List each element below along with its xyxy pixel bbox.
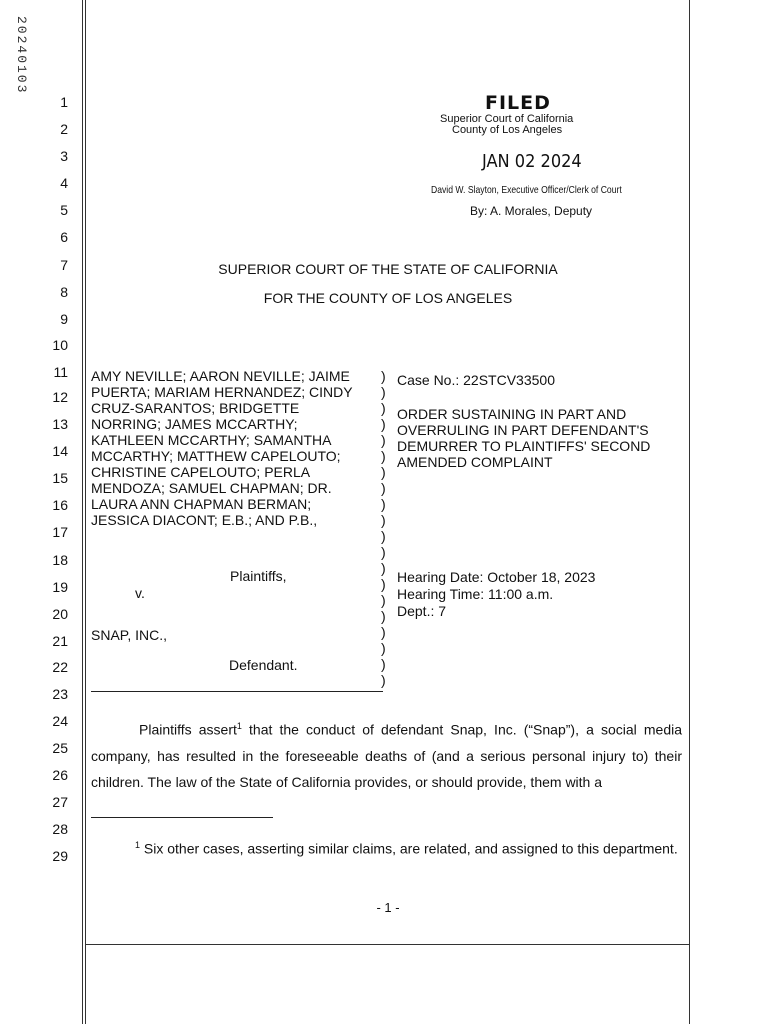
stamp-deputy: By: A. Morales, Deputy [470, 204, 593, 218]
line-number: 18 [52, 552, 68, 568]
page-bottom-rule [86, 944, 690, 945]
line-number: 6 [60, 229, 68, 245]
right-margin-rule [689, 0, 690, 1024]
line-number: 11 [53, 364, 68, 380]
stamp-clerk-name: David W. Slayton, Executive Officer/Clerk of Court [431, 184, 622, 196]
plaintiffs-line: LAURA ANN CHAPMAN BERMAN; [91, 496, 312, 512]
line-number: 10 [52, 337, 68, 353]
caption-paren: ) [381, 672, 386, 688]
hearing-time: Hearing Time: 11:00 a.m. [397, 586, 554, 602]
caption-paren: ) [381, 464, 386, 480]
footnote [91, 837, 682, 858]
line-number: 5 [60, 202, 68, 218]
line-number: 7 [60, 257, 68, 273]
body-text-part1: Plaintiffs assert [139, 721, 237, 738]
plaintiffs-line: NORRING; JAMES MCCARTHY; [91, 416, 298, 432]
caption-paren: ) [381, 400, 386, 416]
line-number: 17 [52, 524, 68, 540]
line-number: 26 [52, 767, 68, 783]
line-number: 13 [52, 416, 68, 432]
defendant-label: Defendant. [229, 657, 298, 673]
order-title-line: OVERRULING IN PART DEFENDANT'S [397, 422, 649, 438]
caption-paren: ) [381, 416, 386, 432]
plaintiffs-line: CRUZ-SARANTOS; BRIDGETTE [91, 400, 300, 416]
caption-paren: ) [381, 368, 386, 384]
caption-bottom-rule [91, 691, 383, 692]
caption-paren: ) [381, 384, 386, 400]
left-margin-rule-outer [82, 0, 83, 1024]
footnote-text: Six other cases, asserting similar claims, are related, and assigned to this department. [140, 840, 678, 857]
caption-paren: ) [381, 640, 386, 656]
line-number: 4 [60, 175, 68, 191]
plaintiffs-label: Plaintiffs, [230, 568, 287, 584]
line-number: 23 [52, 686, 68, 702]
line-number: 20 [52, 606, 68, 622]
caption-paren: ) [381, 496, 386, 512]
caption-paren: ) [381, 432, 386, 448]
line-number: 19 [52, 579, 68, 595]
line-number: 29 [52, 848, 68, 864]
court-title-line1: SUPERIOR COURT OF THE STATE OF CALIFORNIA [218, 261, 558, 277]
body-paragraph [91, 713, 682, 795]
line-number: 25 [52, 740, 68, 756]
caption-paren: ) [381, 448, 386, 464]
order-title-line: AMENDED COMPLAINT [397, 454, 553, 470]
line-number: 14 [52, 443, 68, 459]
caption-paren: ) [381, 480, 386, 496]
plaintiffs-line: PUERTA; MARIAM HERNANDEZ; CINDY [91, 384, 353, 400]
hearing-date: Hearing Date: October 18, 2023 [397, 569, 596, 585]
plaintiffs-line: MCCARTHY; MATTHEW CAPELOUTO; [91, 448, 341, 464]
line-number: 28 [52, 821, 68, 837]
department: Dept.: 7 [397, 603, 447, 619]
stamp-court-line1: Superior Court of California [440, 113, 574, 125]
body-text-part2: that the conduct of defendant Snap, Inc. (“Snap”), a social media company, has resulted in the foreseeable deaths of (and a serious personal injury to) their children. The law of the State of California provides, or should provide, them with a [91, 721, 682, 790]
footnote-reference: 1 [236, 721, 242, 731]
order-title [397, 406, 650, 470]
plaintiffs-line: CHRISTINE CAPELOUTO; PERLA [91, 464, 311, 480]
order-title-line: ORDER SUSTAINING IN PART AND [397, 406, 627, 422]
caption-paren: ) [381, 544, 386, 560]
line-number: 15 [52, 470, 68, 486]
caption-paren: ) [381, 624, 386, 640]
stamp-court-line2: County of Los Angeles [452, 124, 563, 136]
order-title-line: DEMURRER TO PLAINTIFFS' SECOND [397, 438, 651, 454]
stamp-filed-date: JAN 02 2024 [482, 151, 582, 172]
versus-label: v. [135, 585, 145, 601]
line-number: 16 [52, 497, 68, 513]
plaintiffs-line: AMY NEVILLE; AARON NEVILLE; JAIME [91, 368, 350, 384]
line-number: 27 [52, 794, 68, 810]
footnote-marker: 1 [135, 840, 141, 850]
line-number: 8 [60, 284, 68, 300]
court-title-line2: FOR THE COUNTY OF LOS ANGELES [263, 290, 513, 306]
caption-paren: ) [381, 608, 386, 624]
plaintiffs-names [91, 368, 383, 528]
line-number: 2 [60, 121, 68, 137]
plaintiffs-line: JESSICA DIACONT; E.B.; AND P.B., [91, 512, 318, 528]
line-number: 21 [52, 633, 68, 649]
caption-paren: ) [381, 512, 386, 528]
plaintiffs-line: KATHLEEN MCCARTHY; SAMANTHA [91, 432, 332, 448]
filed-stamp-title: FILED [485, 92, 551, 114]
caption-paren: ) [381, 576, 386, 592]
caption-paren: ) [381, 528, 386, 544]
left-margin-rule-inner [85, 0, 86, 1024]
caption-paren: ) [381, 656, 386, 672]
line-number: 3 [60, 148, 68, 164]
line-number: 22 [52, 659, 68, 675]
caption-paren: ) [381, 592, 386, 608]
case-number: Case No.: 22STCV33500 [397, 372, 555, 388]
page-number: - 1 - [376, 900, 400, 915]
plaintiffs-line: MENDOZA; SAMUEL CHAPMAN; DR. [91, 480, 332, 496]
line-number: 12 [52, 389, 68, 405]
defendant-name: SNAP, INC., [91, 627, 167, 643]
caption-paren: ) [381, 560, 386, 576]
line-number: 1 [60, 94, 68, 110]
line-number: 9 [60, 311, 68, 327]
line-number: 24 [52, 713, 68, 729]
footnote-separator [91, 817, 273, 818]
document-id-stamp: 20240103 [14, 16, 29, 95]
